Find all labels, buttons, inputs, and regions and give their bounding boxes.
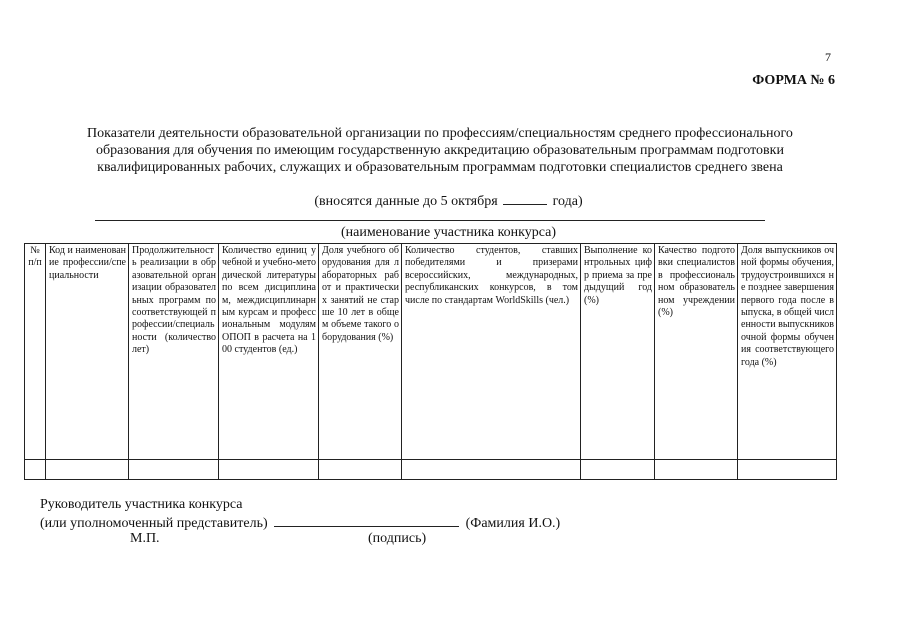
table-cell[interactable] <box>25 460 46 480</box>
title-line: квалифицированных рабочих, служащих и образовательным программам подготовки специалистов среднего звена <box>97 160 783 175</box>
table-cell[interactable] <box>219 460 319 480</box>
table-row <box>25 460 837 480</box>
header-cell-winners: Количество студентов, ставших победителями и призерами всероссийских, международных, республиканских конкурсов, в том числе по стандартам WorldSkills (чел.) <box>402 244 581 460</box>
signatory-line <box>40 514 560 532</box>
table-cell[interactable] <box>581 460 655 480</box>
year-blank-field[interactable] <box>503 193 547 205</box>
signature-field[interactable] <box>274 514 459 527</box>
table-cell[interactable] <box>655 460 738 480</box>
signatory-title: Руководитель участника конкурса <box>40 497 243 512</box>
header-cell-employment: Доля выпускников очной формы обучения, трудоустроившихся не позднее завершения первого года после выпуска, в общей численности выпускников очной формы обучения соответствующего года (%) <box>738 244 837 460</box>
table-cell[interactable] <box>129 460 219 480</box>
table-header-row <box>25 244 837 460</box>
header-cell-quality: Качество подготовки специалистов в профессиональном образовательном учреждении (%) <box>655 244 738 460</box>
signature-caption: (подпись) <box>368 531 427 546</box>
header-cell-duration: Продолжительность реализации в образовательной организации образовательных программ по соответствующей профессии/специальности (количество лет) <box>129 244 219 460</box>
header-cell-literature: Количество единиц учебной и учебно-методической литературы по всем дисциплинам, междисциплинарным курсам и профессиональным модулям ОПОП в расчета на 100 студентов (ед.) <box>219 244 319 460</box>
note-text: (вносятся данные до 5 октября <box>314 194 498 209</box>
deadline-note <box>0 193 897 210</box>
note-text-end: года) <box>552 194 583 209</box>
signatory-name-label: (Фамилия И.О.) <box>465 516 561 531</box>
header-cell-admission: Выполнение контрольных цифр приема за предыдущий год (%) <box>581 244 655 460</box>
signatory-representative: (или уполномоченный представитель) <box>40 516 268 531</box>
org-name-caption: (наименование участника конкурса) <box>340 225 557 240</box>
header-cell-number: № п/п <box>25 244 46 460</box>
stamp-label: М.П. <box>130 531 160 546</box>
indicators-table <box>24 243 837 480</box>
document-title <box>40 125 840 176</box>
table-cell[interactable] <box>319 460 402 480</box>
title-line: образования для обучения по имеющим государственную аккредитацию образовательным программам подготовки <box>96 143 784 158</box>
table-cell[interactable] <box>738 460 837 480</box>
title-line: Показатели деятельности образовательной организации по профессиям/специальностям среднего профессионального <box>87 126 793 141</box>
header-cell-code: Код и наименование профессии/специальности <box>46 244 129 460</box>
org-name-line[interactable] <box>95 220 765 221</box>
header-cell-equipment: Доля учебного оборудования для лабораторных работ и практических занятий не старше 10 лет в общем объеме такого оборудования (%) <box>319 244 402 460</box>
table-cell[interactable] <box>46 460 129 480</box>
form-label: ФОРМА № 6 <box>752 73 835 88</box>
table-cell[interactable] <box>402 460 581 480</box>
page-number: 7 <box>825 50 831 64</box>
